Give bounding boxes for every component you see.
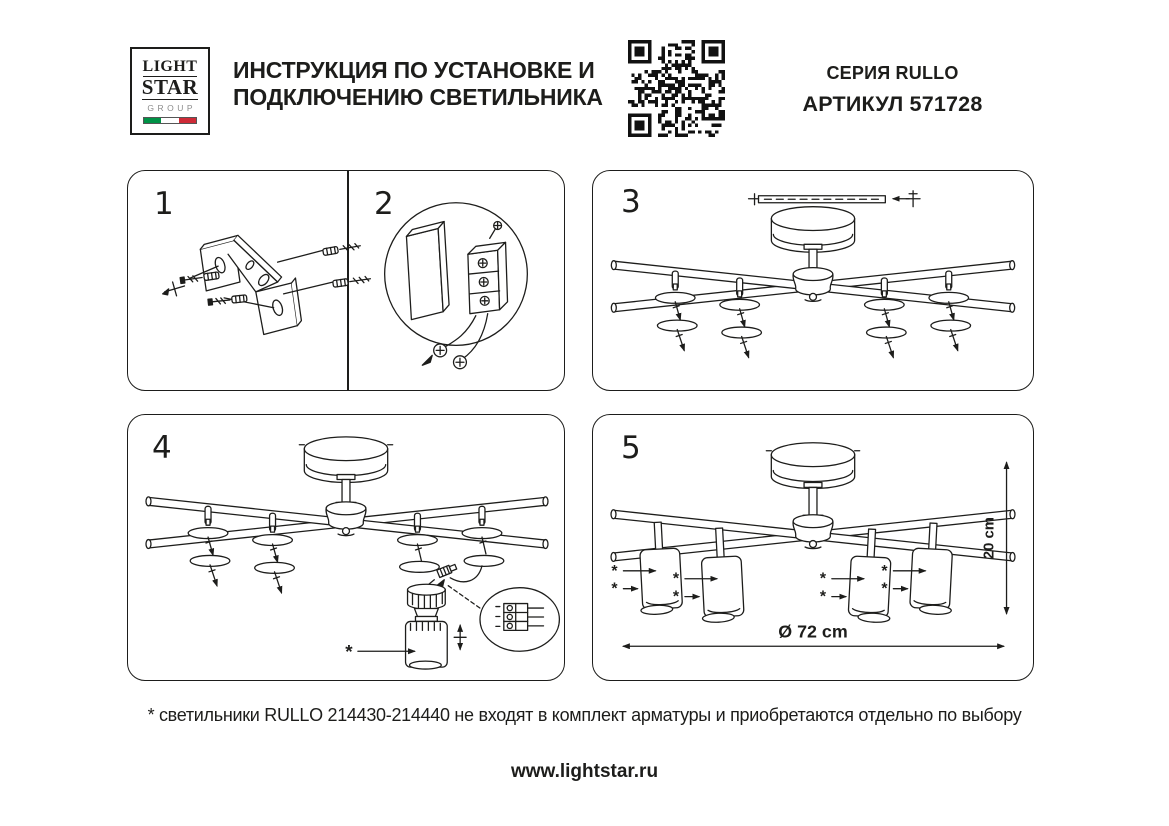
ceiling-canopy [766,443,859,489]
spot-mount-assembly [929,271,971,350]
page-title [233,57,603,111]
step-number-3: 3 [621,184,641,220]
mounting-bar [749,191,920,207]
footnote: * светильники RULLO 214430-214440 не входят в комплект арматуры и приобретаются отдельно по выбору [147,705,1022,725]
spot-mount-assembly [188,506,230,585]
step-number-5: 5 [621,430,641,466]
asterisk-marker: * [881,562,888,580]
screw-dowel-lower [208,295,247,306]
asterisk-marker: * [672,588,680,606]
logo-word-group: GROUP [147,102,197,113]
title-line-1: ИНСТРУКЦИЯ ПО УСТАНОВКЕ И [233,57,595,83]
panel-step-4 [127,414,565,681]
italian-flag-icon [143,117,197,124]
central-hub [326,502,366,536]
asterisk-marker: * [345,641,353,663]
asterisk-marker: * [611,580,618,598]
step-number-1: 1 [154,186,174,222]
asterisk-marker: * [611,562,618,580]
lamp-cylinder [406,584,448,669]
move-arrow-icon [454,625,466,649]
assembled-chandelier-drawing [593,415,1033,680]
screw-dowel-right [333,275,371,287]
lamp-install-drawing [128,415,564,680]
flag-red [179,118,196,123]
step-number-2: 2 [374,186,394,222]
flag-white [161,118,178,123]
website-url: www.lightstar.ru [510,761,659,782]
height-label: 20 cm [981,516,998,560]
bracket-drawing [163,235,371,334]
spot-mount-assembly [462,506,504,566]
mounting-bracket-and-wiring-drawing [128,171,564,390]
asterisk-marker: * [672,570,680,588]
diameter-label: Ø 72 cm [778,621,848,642]
logo-word-light: LIGHT [142,57,198,75]
screw-icon [893,191,920,207]
series-label: СЕРИЯ RULLO [826,63,959,83]
screw-dowel-upper-right [323,242,361,255]
logo-word-star: STAR [141,74,199,99]
asterisk-marker: * [819,570,827,588]
article-number: АРТИКУЛ 571728 [802,92,983,116]
step-number-4: 4 [152,430,172,466]
spot-mount-assembly [398,513,440,572]
lamp-shade [909,522,955,615]
panel-step-5 [592,414,1034,681]
central-hub [793,515,833,549]
title-line-2: ПОДКЛЮЧЕНИЮ СВЕТИЛЬНИКА [233,84,603,110]
asterisk-marker: * [819,588,827,606]
magnifier-terminal-detail [448,586,559,652]
wiring-detail-drawing [385,203,528,369]
flag-green [144,118,161,123]
panel-steps-1-2 [127,170,565,391]
product-id-block [770,63,1015,117]
asterisk-marker: * [881,580,888,598]
lightstar-logo [130,47,210,135]
panel-step-3 [592,170,1034,391]
central-hub [793,268,833,302]
spot-mount-assembly [655,271,697,350]
qr-code-icon [628,40,725,137]
chandelier-frame-drawing [593,171,1033,390]
